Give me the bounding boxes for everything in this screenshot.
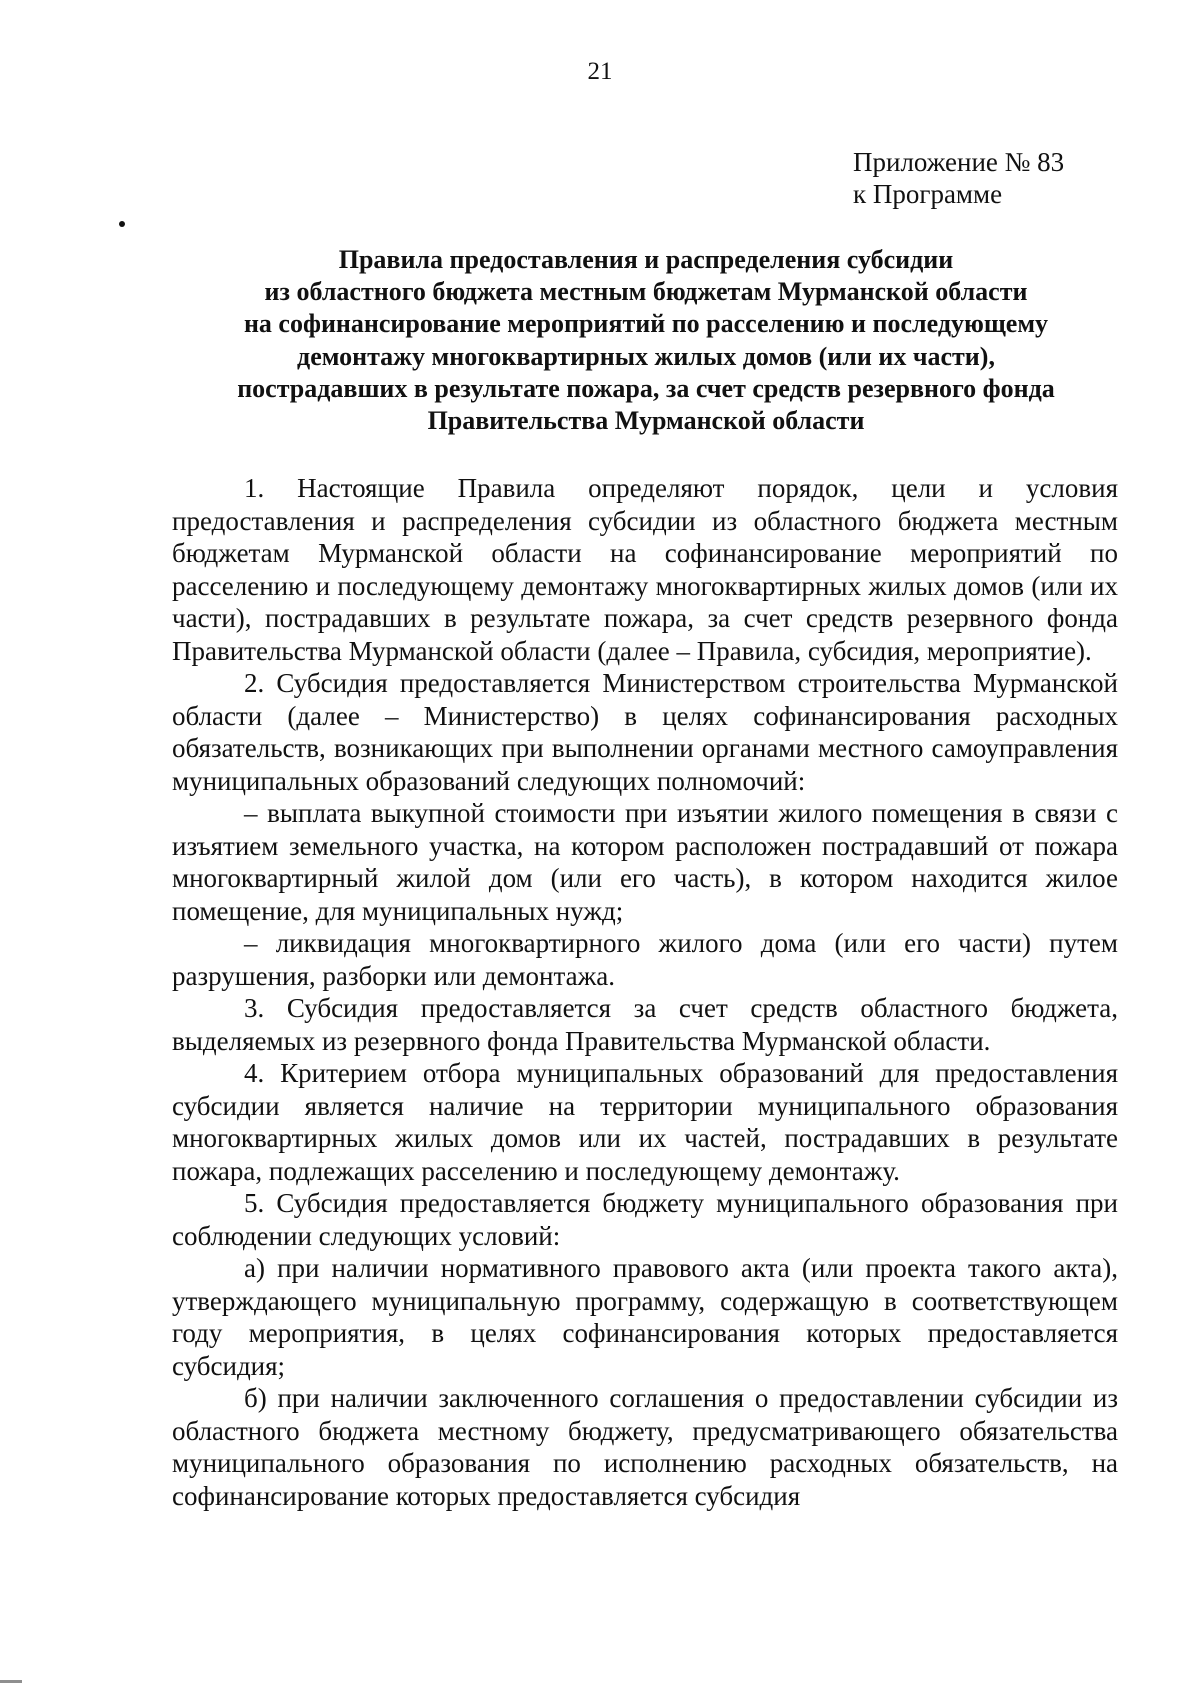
paragraph-2-item-1: – выплата выкупной стоимости при изъятии жилого помещения в связи с изъятием земельного участка, на котором расположен пострадавший от пожара многоквартирный жилой дом (или его часть), в котором находится жилое помещение, для муниципальных нужд; (172, 798, 1118, 926)
paragraph-2-item-2: – ликвидация многоквартирного жилого дома (или его части) путем разрушения, разборки или демонтажа. (172, 928, 1118, 991)
scan-edge-mark (0, 1680, 22, 1683)
appendix-line: к Программе (853, 179, 1003, 209)
document-title (172, 244, 1120, 437)
paragraph-4: 4. Критерием отбора муниципальных образований для предоставления субсидии является наличие на территории муниципального образования многоквартирных жилых домов или их частей, пострадавших в результате пожара, подлежащих расселению и последующему демонтажу. (172, 1058, 1118, 1186)
paragraph-1: 1. Настоящие Правила определяют порядок, цели и условия предоставления и распределения субсидии из областного бюджета местным бюджетам Мурманской области на софинансирование мероприятий по расселению и последующему демонтажу многоквартирных жилых домов (или их части), пострадавших в результате пожара, за счет средств резервного фонда Правительства Мурманской области (далее – Правила, субсидия, мероприятие). (172, 473, 1118, 666)
document-body (172, 472, 1118, 1512)
paragraph-5-item-b: б) при наличии заключенного соглашения о предоставлении субсидии из областного бюджета местному бюджету, предусматривающего обязательства муниципального образования по исполнению расходных обязательств, на софинансирование которых предоставляется субсидия (172, 1383, 1118, 1511)
paragraph-5-item-a: а) при наличии нормативного правового акта (или проекта такого акта), утверждающего муниципальную программу, содержащую в соответствующем году мероприятия, в целях софинансирования которых предоставляется субсидия; (172, 1253, 1118, 1381)
page-number: 21 (587, 58, 613, 85)
paragraph-5: 5. Субсидия предоставляется бюджету муниципального образования при соблюдении следующих условий: (172, 1188, 1118, 1251)
title-line: из областного бюджета местным бюджетам Мурманской области (264, 277, 1028, 307)
title-line: Правила предоставления и распределения субсидии (338, 245, 954, 274)
appendix-reference (853, 146, 1064, 210)
title-line: пострадавших в результате пожара, за счет средств резервного фонда (237, 373, 1055, 403)
title-line: демонтажу многоквартирных жилых домов (или их части), (297, 341, 995, 371)
appendix-line: Приложение № 83 (853, 147, 1065, 177)
paragraph-3: 3. Субсидия предоставляется за счет средств областного бюджета, выделяемых из резервного фонда Правительства Мурманской области. (172, 993, 1118, 1056)
paragraph-2: 2. Субсидия предоставляется Министерством строительства Мурманской области (далее – Министерство) в целях софинансирования расходных обязательств, возникающих при выполнении органами местного самоуправления муниципальных образований следующих полномочий: (172, 668, 1118, 796)
title-line: Правительства Мурманской области (427, 406, 865, 436)
scan-dot-mark (119, 221, 125, 227)
title-line: на софинансирование мероприятий по расселению и последующему (243, 309, 1049, 339)
